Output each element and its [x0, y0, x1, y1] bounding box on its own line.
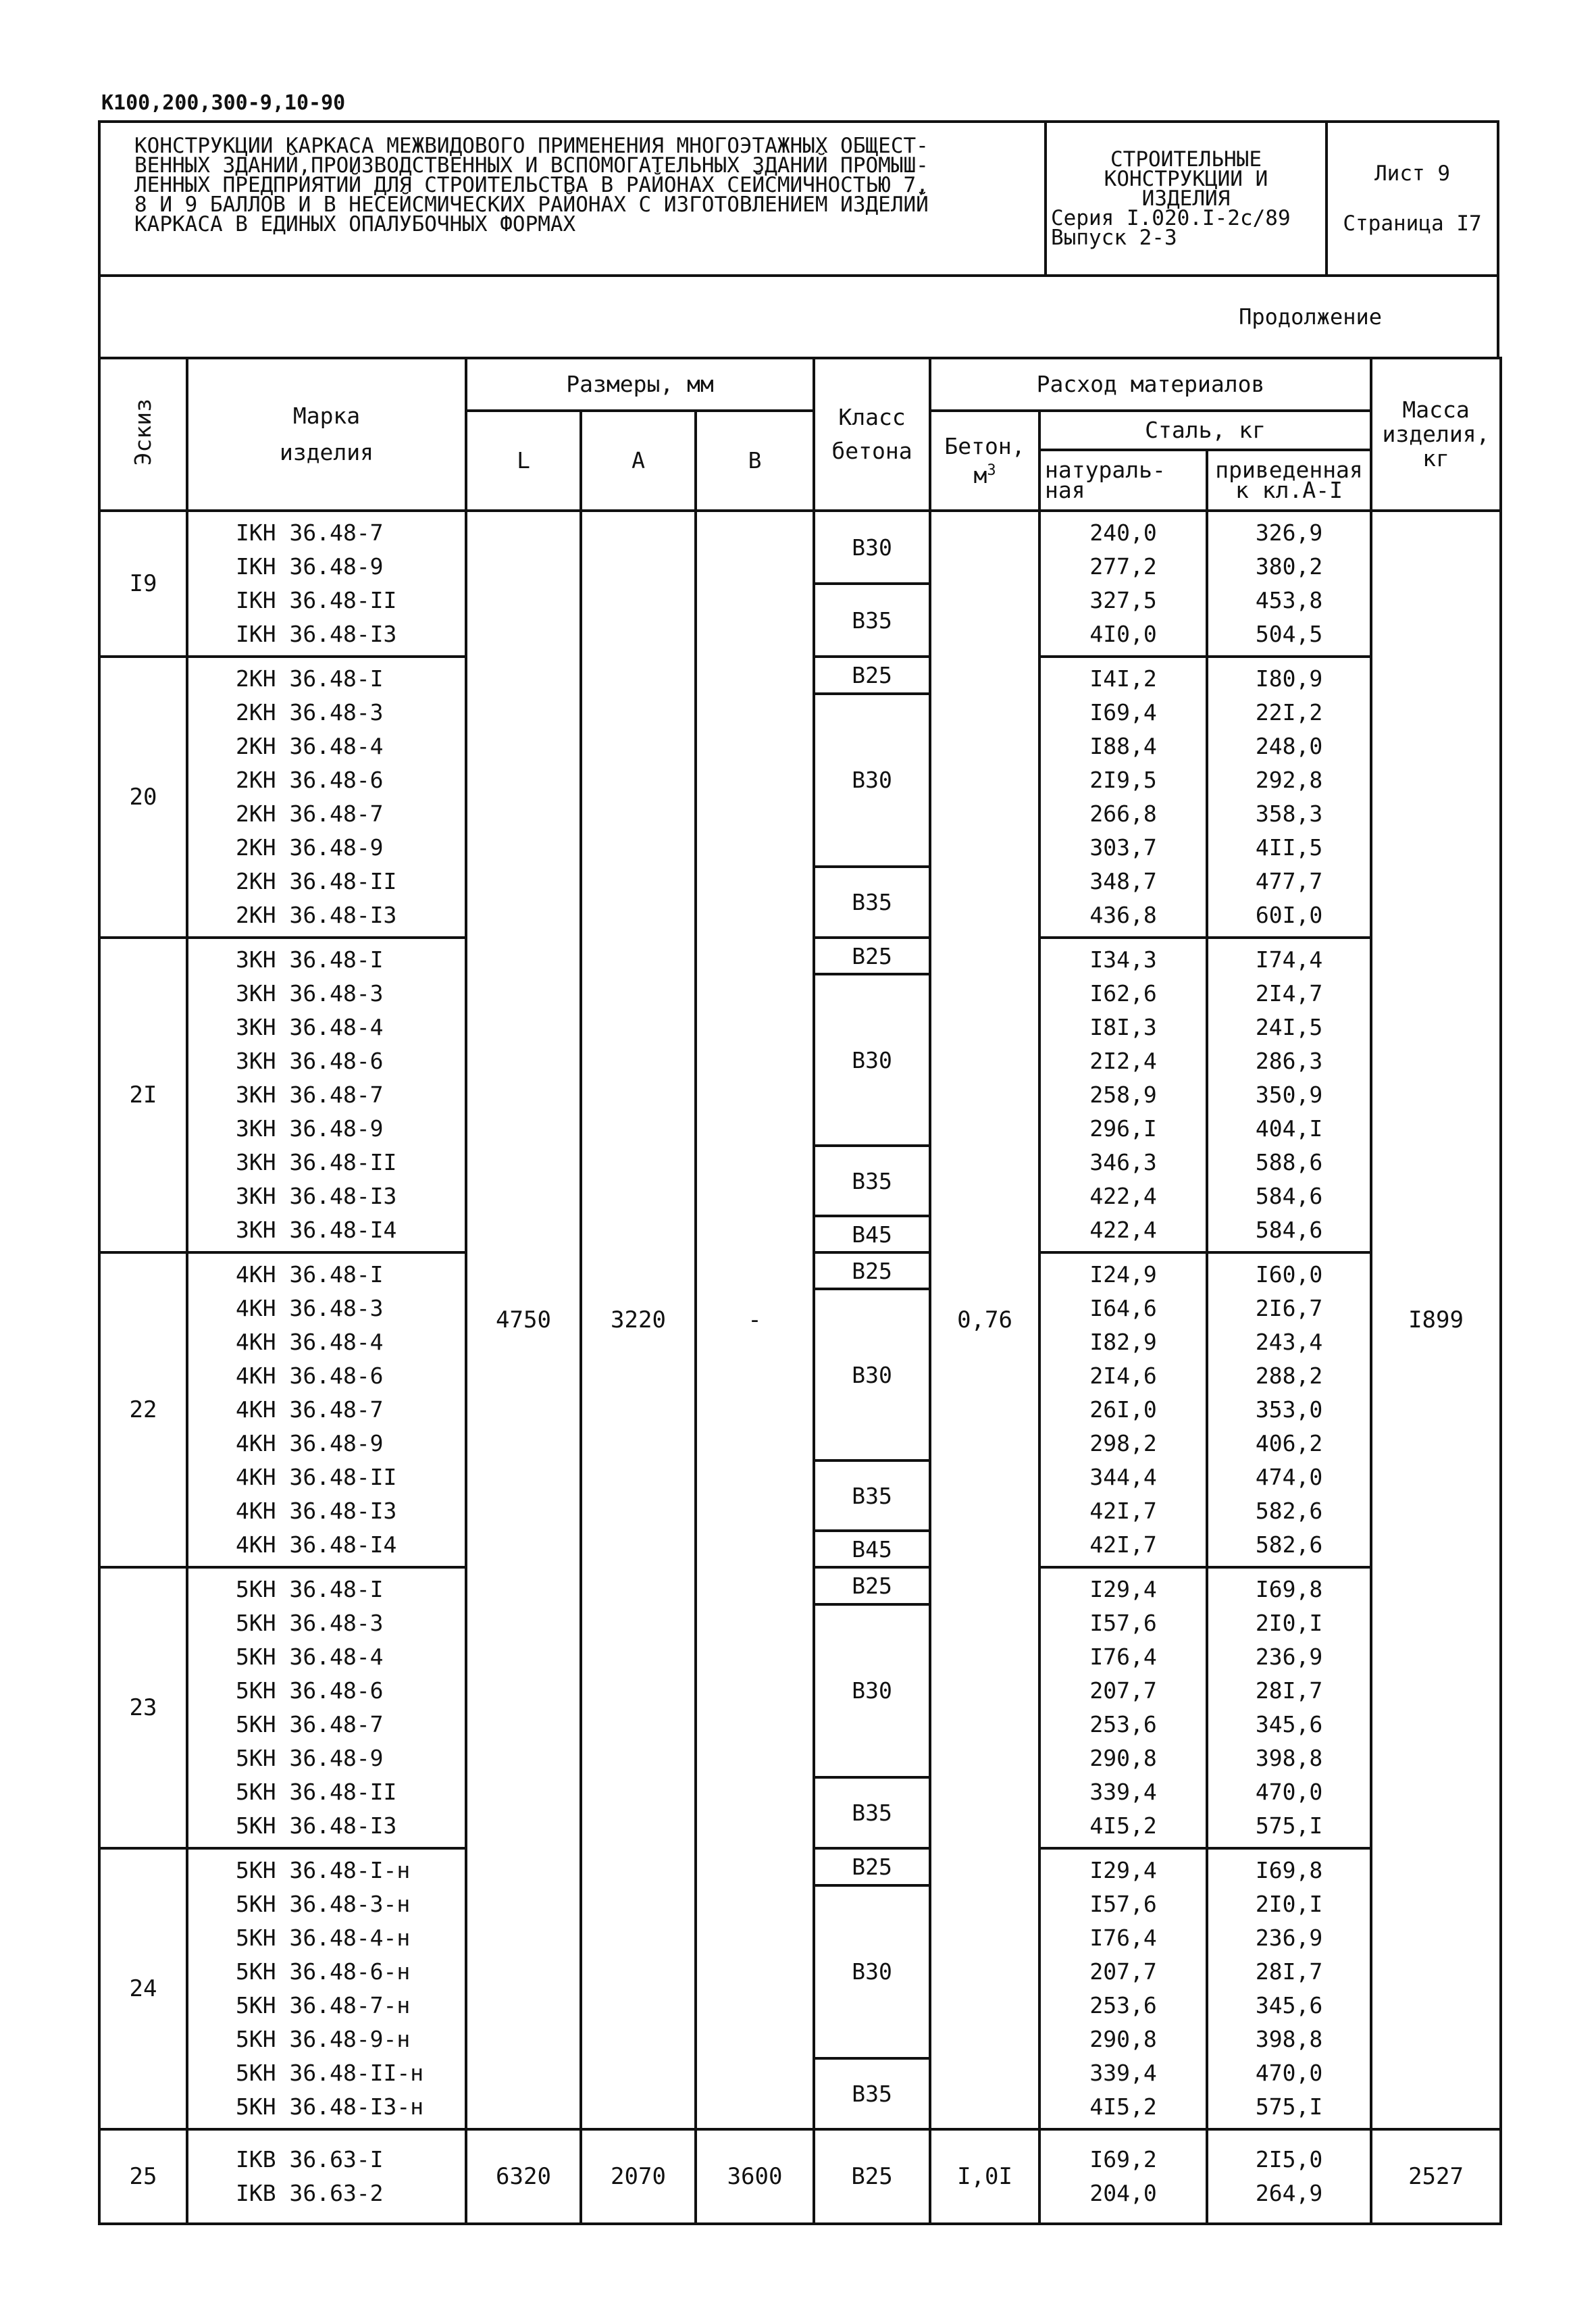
continuation-row: [98, 277, 1499, 357]
steel-natural: [1039, 1252, 1207, 1567]
steel-natural-value: 266,8: [1089, 800, 1157, 827]
col-dims: Размеры, мм: [466, 358, 814, 411]
steel-reduced: [1207, 1567, 1371, 1848]
steel-reduced-value: 248,0: [1255, 733, 1323, 759]
product-mark-value: IКН 36.48-II: [236, 587, 397, 613]
sketch-number: 22: [99, 1252, 187, 1567]
product-mark-value: 3КН 36.48-3: [236, 980, 384, 1007]
product-mark-value: 5КН 36.48-7-н: [236, 1992, 411, 2018]
class-value: В30: [815, 1887, 929, 2060]
steel-reduced-value: I69,8: [1255, 1576, 1323, 1602]
steel-reduced: [1207, 1252, 1371, 1567]
steel-natural-value: I64,6: [1089, 1295, 1157, 1321]
steel-reduced-value: 474,0: [1255, 1464, 1323, 1490]
col-concrete: Бетон, $м^3$: [930, 411, 1039, 511]
concrete-class: [814, 1567, 930, 1848]
steel-natural-value: 327,5: [1089, 587, 1157, 613]
steel-reduced-value: 470,0: [1255, 1779, 1323, 1805]
product-mark-value: IКВ 36.63-I: [236, 2146, 384, 2172]
class-value: В35: [815, 1462, 929, 1532]
steel-reduced-value: 406,2: [1255, 1430, 1323, 1456]
steel-reduced-value: 353,0: [1255, 1396, 1323, 1423]
dim-L: 4750: [466, 511, 581, 2129]
steel-reduced-value: 345,6: [1255, 1992, 1323, 2018]
steel-reduced-value: 584,6: [1255, 1217, 1323, 1243]
steel-natural-value: 207,7: [1089, 1677, 1157, 1704]
product-mass: I899: [1371, 511, 1501, 2129]
col-materials: Расход материалов: [930, 358, 1371, 411]
steel-reduced-value: 575,I: [1255, 2093, 1323, 2120]
steel-reduced-value: 398,8: [1255, 2026, 1323, 2052]
steel-natural-value: 253,6: [1089, 1711, 1157, 1737]
sketch-number: 23: [99, 1567, 187, 1848]
steel-natural-value: 2I9,5: [1089, 767, 1157, 793]
class-value: В30: [815, 512, 929, 585]
series-code: Серия I.020.I-2с/89: [1051, 205, 1291, 230]
product-mark-value: 5КН 36.48-II: [236, 1779, 397, 1805]
steel-natural-value: 348,7: [1089, 868, 1157, 894]
steel-reduced-value: 236,9: [1255, 1925, 1323, 1951]
steel-natural-value: 4I5,2: [1089, 1812, 1157, 1839]
steel-reduced-value: 24I,5: [1255, 1014, 1323, 1040]
steel-natural-value: 4I5,2: [1089, 2093, 1157, 2120]
steel-reduced-value: 575,I: [1255, 1812, 1323, 1839]
steel-natural: [1039, 938, 1207, 1252]
steel-reduced-value: 350,9: [1255, 1082, 1323, 1108]
col-natural: натураль- ная: [1039, 450, 1207, 511]
class-value: В25: [815, 1254, 929, 1290]
steel-natural-value: 26I,0: [1089, 1396, 1157, 1423]
dim-A: 3220: [581, 511, 696, 2129]
steel-reduced-value: 2I6,7: [1255, 1295, 1323, 1321]
steel-natural-value: 42I,7: [1089, 1498, 1157, 1524]
product-mark-value: 5КН 36.48-7: [236, 1711, 384, 1737]
steel-natural-value: 346,3: [1089, 1149, 1157, 1175]
product-mark-value: 3КН 36.48-7: [236, 1082, 384, 1108]
concrete-volume: 0,76: [930, 511, 1039, 2129]
steel-reduced-value: I60,0: [1255, 1261, 1323, 1288]
steel-natural-value: 2I4,6: [1089, 1363, 1157, 1389]
class-value: В30: [815, 975, 929, 1147]
col-class: Класс бетона: [814, 358, 930, 511]
steel-natural-value: 2I2,4: [1089, 1048, 1157, 1074]
series-block: [1046, 122, 1327, 276]
steel-reduced-value: 243,4: [1255, 1329, 1323, 1355]
steel-reduced-value: 504,5: [1255, 621, 1323, 647]
series-line: КОНСТРУКЦИИ И: [1104, 166, 1268, 191]
product-mark-value: IКН 36.48-9: [236, 553, 384, 580]
steel-reduced-value: 584,6: [1255, 1183, 1323, 1209]
steel-reduced-value: 345,6: [1255, 1711, 1323, 1737]
product-mark-value: 5КН 36.48-9: [236, 1745, 384, 1771]
steel-reduced-value: 477,7: [1255, 868, 1323, 894]
product-mark-value: 5КН 36.48-9-н: [236, 2026, 411, 2052]
steel-natural-value: I24,9: [1089, 1261, 1157, 1288]
product-mark-value: 4КН 36.48-4: [236, 1329, 384, 1355]
product-mark-value: 2КН 36.48-I: [236, 665, 384, 692]
col-B: B: [696, 411, 814, 511]
product-mark: [187, 511, 466, 657]
steel-natural: [1039, 2129, 1207, 2224]
steel-reduced-value: 380,2: [1255, 553, 1323, 580]
product-mark-value: 2КН 36.48-I3: [236, 902, 397, 928]
steel-reduced-value: 2I4,7: [1255, 980, 1323, 1007]
product-mark-value: 3КН 36.48-4: [236, 1014, 384, 1040]
sketch-number: 20: [99, 657, 187, 938]
class-value: В35: [852, 2081, 892, 2107]
title-line: ВЕННЫХ ЗДАНИЙ,ПРОИЗВОДСТВЕННЫХ И ВСПОМОГАТЕЛЬНЫХ ЗДАНИЙ ПРОМЫШ-: [134, 153, 929, 178]
product-mark-value: 2КН 36.48-II: [236, 868, 397, 894]
steel-natural-value: I82,9: [1089, 1329, 1157, 1355]
steel-reduced-value: 22I,2: [1255, 699, 1323, 726]
steel-natural-value: 290,8: [1089, 2026, 1157, 2052]
sketch-number: 24: [99, 1848, 187, 2129]
products-table: [98, 357, 1502, 2225]
product-mark: [187, 1252, 466, 1567]
steel-natural-value: 344,4: [1089, 1464, 1157, 1490]
product-mark-value: 5КН 36.48-3-н: [236, 1891, 411, 1917]
col-reduced: приведенная к кл.А-I: [1207, 450, 1371, 511]
product-mark-value: 5КН 36.48-I-н: [236, 1857, 411, 1883]
product-mark-value: 3КН 36.48-6: [236, 1048, 384, 1074]
product-mark: [187, 938, 466, 1252]
steel-natural-value: 422,4: [1089, 1217, 1157, 1243]
col-mark: Марка изделия: [187, 358, 466, 511]
steel-natural-value: I62,6: [1089, 980, 1157, 1007]
steel-natural-value: I76,4: [1089, 1925, 1157, 1951]
steel-natural-value: 296,I: [1089, 1115, 1157, 1142]
steel-natural-value: 422,4: [1089, 1183, 1157, 1209]
table-row: [99, 2129, 1501, 2224]
steel-reduced-value: 453,8: [1255, 587, 1323, 613]
dim-B: 3600: [696, 2129, 814, 2224]
product-mark-value: IКВ 36.63-2: [236, 2180, 384, 2206]
product-mark: [187, 657, 466, 938]
steel-reduced-value: I69,8: [1255, 1857, 1323, 1883]
steel-natural-value: 258,9: [1089, 1082, 1157, 1108]
product-mark-value: IКН 36.48-I3: [236, 621, 397, 647]
steel-reduced-value: 264,9: [1255, 2180, 1323, 2206]
product-mass: 2527: [1371, 2129, 1501, 2224]
product-mark-value: 4КН 36.48-7: [236, 1396, 384, 1423]
steel-natural-value: I69,4: [1089, 699, 1157, 726]
steel-natural-value: 240,0: [1089, 519, 1157, 546]
class-value: В30: [815, 695, 929, 869]
steel-reduced-value: 2I0,I: [1255, 1610, 1323, 1636]
steel-reduced-value: 286,3: [1255, 1048, 1323, 1074]
product-mark: [187, 1567, 466, 1848]
steel-natural-value: 207,7: [1089, 1958, 1157, 1985]
steel-natural-value: 42I,7: [1089, 1531, 1157, 1558]
steel-natural-value: 204,0: [1089, 2180, 1157, 2206]
steel-natural-value: 298,2: [1089, 1430, 1157, 1456]
document-code: К100,200,300-9,10-90: [101, 91, 346, 115]
steel-reduced-value: 582,6: [1255, 1498, 1323, 1524]
product-mark-value: 3КН 36.48-9: [236, 1115, 384, 1142]
product-mark-value: 3КН 36.48-I4: [236, 1217, 397, 1243]
class-value: В45: [852, 1221, 892, 1248]
dim-B: -: [696, 511, 814, 2129]
steel-reduced-value: 582,6: [1255, 1531, 1323, 1558]
steel-reduced: [1207, 511, 1371, 657]
col-A: A: [581, 411, 696, 511]
product-mark-value: 2КН 36.48-4: [236, 733, 384, 759]
steel-natural-value: 436,8: [1089, 902, 1157, 928]
steel-reduced-value: 4II,5: [1255, 834, 1323, 861]
table-row: [99, 511, 1501, 657]
col-sketch: Эскиз: [99, 358, 187, 511]
steel-natural-value: 253,6: [1089, 1992, 1157, 2018]
concrete-class: [814, 511, 930, 657]
product-mark-value: 5КН 36.48-3: [236, 1610, 384, 1636]
sketch-number: I9: [99, 511, 187, 657]
class-value: В30: [815, 1606, 929, 1779]
sketch-number: 25: [99, 2129, 187, 2224]
product-mark-value: 5КН 36.48-I: [236, 1576, 384, 1602]
product-mark-value: 4КН 36.48-II: [236, 1464, 397, 1490]
class-value: В25: [815, 658, 929, 695]
steel-natural-value: 303,7: [1089, 834, 1157, 861]
steel-reduced-value: 588,6: [1255, 1149, 1323, 1175]
steel-reduced-value: 2I0,I: [1255, 1891, 1323, 1917]
title-line: КАРКАСА В ЕДИНЫХ ОПАЛУБОЧНЫХ ФОРМАХ: [134, 212, 576, 236]
dim-A: 2070: [581, 2129, 696, 2224]
steel-reduced-value: 60I,0: [1255, 902, 1323, 928]
class-value: В45: [852, 1535, 892, 1562]
col-mass: Масса изделия, кг: [1371, 358, 1501, 511]
document-title: [99, 122, 1046, 276]
title-line: ЛЕННЫХ ПРЕДПРИЯТИЙ ДЛЯ СТРОИТЕЛЬСТВА В РАЙОНАХ СЕЙСМИЧНОСТЬЮ 7,: [134, 173, 929, 197]
steel-reduced-value: 398,8: [1255, 1745, 1323, 1771]
steel-reduced: [1207, 657, 1371, 938]
series-line: ИЗДЕЛИЯ: [1141, 186, 1231, 211]
steel-natural-value: I29,4: [1089, 1576, 1157, 1602]
dim-L: 6320: [466, 2129, 581, 2224]
product-mark-value: 4КН 36.48-3: [236, 1295, 384, 1321]
steel-reduced-value: 28I,7: [1255, 1677, 1323, 1704]
steel-natural-value: I4I,2: [1089, 665, 1157, 692]
steel-natural-value: I34,3: [1089, 946, 1157, 973]
steel-natural-value: I57,6: [1089, 1610, 1157, 1636]
product-mark-value: 2КН 36.48-3: [236, 699, 384, 726]
col-steel: Сталь, кг: [1039, 411, 1371, 450]
concrete-class: [814, 657, 930, 938]
product-mark-value: 5КН 36.48-II-н: [236, 2060, 424, 2086]
steel-natural-value: I8I,3: [1089, 1014, 1157, 1040]
product-mark-value: 4КН 36.48-I3: [236, 1498, 397, 1524]
product-mark-value: 3КН 36.48-I3: [236, 1183, 397, 1209]
steel-reduced-value: 358,3: [1255, 800, 1323, 827]
class-value: В25: [815, 939, 929, 975]
product-mark-value: 5КН 36.48-6-н: [236, 1958, 411, 1985]
sheet-number: Лист 9: [1374, 161, 1450, 186]
steel-natural: [1039, 1848, 1207, 2129]
sheet-block: [1327, 122, 1498, 276]
steel-natural-value: I69,2: [1089, 2146, 1157, 2172]
steel-reduced: [1207, 2129, 1371, 2224]
steel-reduced-value: 236,9: [1255, 1644, 1323, 1670]
class-value: В25: [815, 1569, 929, 1606]
product-mark-value: 3КН 36.48-II: [236, 1149, 397, 1175]
product-mark-value: 5КН 36.48-4-н: [236, 1925, 411, 1951]
class-value: В35: [852, 1800, 892, 1826]
steel-reduced-value: 470,0: [1255, 2060, 1323, 2086]
steel-reduced-value: 326,9: [1255, 519, 1323, 546]
product-mark-value: 2КН 36.48-7: [236, 800, 384, 827]
product-mark-value: 4КН 36.48-I: [236, 1261, 384, 1288]
steel-natural-value: I88,4: [1089, 733, 1157, 759]
page-number: Страница I7: [1343, 211, 1482, 236]
steel-natural-value: 339,4: [1089, 1779, 1157, 1805]
steel-reduced-value: 28I,7: [1255, 1958, 1323, 1985]
steel-natural-value: 290,8: [1089, 1745, 1157, 1771]
steel-natural-value: I29,4: [1089, 1857, 1157, 1883]
steel-natural-value: I76,4: [1089, 1644, 1157, 1670]
concrete-class: [814, 938, 930, 1252]
product-mark: [187, 2129, 466, 2224]
class-value: В35: [852, 607, 892, 634]
class-value: В35: [852, 889, 892, 915]
steel-reduced-value: I80,9: [1255, 665, 1323, 692]
steel-reduced: [1207, 938, 1371, 1252]
product-mark-value: 4КН 36.48-6: [236, 1363, 384, 1389]
product-mark-value: IКН 36.48-7: [236, 519, 384, 546]
steel-natural-value: 339,4: [1089, 2060, 1157, 2086]
steel-reduced-value: 288,2: [1255, 1363, 1323, 1389]
steel-natural: [1039, 1567, 1207, 1848]
col-L: L: [466, 411, 581, 511]
concrete-class: [814, 1848, 930, 2129]
product-mark-value: 5КН 36.48-6: [236, 1677, 384, 1704]
product-mark: [187, 1848, 466, 2129]
product-mark-value: 5КН 36.48-I3: [236, 1812, 397, 1839]
class-value: В35: [815, 1147, 929, 1217]
product-mark-value: 2КН 36.48-6: [236, 767, 384, 793]
product-mark-value: 3КН 36.48-I: [236, 946, 384, 973]
title-block: [98, 120, 1499, 277]
concrete-class: [814, 1252, 930, 1567]
steel-natural-value: I57,6: [1089, 1891, 1157, 1917]
class-value: В30: [815, 1290, 929, 1462]
steel-natural-value: 277,2: [1089, 553, 1157, 580]
steel-reduced-value: 404,I: [1255, 1115, 1323, 1142]
concrete-class: В25: [814, 2129, 930, 2224]
steel-reduced-value: I74,4: [1255, 946, 1323, 973]
steel-reduced: [1207, 1848, 1371, 2129]
steel-natural: [1039, 657, 1207, 938]
title-line: КОНСТРУКЦИИ КАРКАСА МЕЖВИДОВОГО ПРИМЕНЕНИЯ МНОГОЭТАЖНЫХ ОБЩЕСТ-: [134, 134, 929, 158]
concrete-volume: I,0I: [930, 2129, 1039, 2224]
steel-natural-value: 4I0,0: [1089, 621, 1157, 647]
steel-reduced-value: 2I5,0: [1255, 2146, 1323, 2172]
product-mark-value: 5КН 36.48-4: [236, 1644, 384, 1670]
product-mark-value: 2КН 36.48-9: [236, 834, 384, 861]
product-mark-value: 4КН 36.48-I4: [236, 1531, 397, 1558]
continuation-label: Продолжение: [1239, 304, 1382, 330]
issue-number: Выпуск 2-3: [1051, 225, 1177, 250]
class-value: В25: [815, 1850, 929, 1887]
product-mark-value: 5КН 36.48-I3-н: [236, 2093, 424, 2120]
sketch-number: 2I: [99, 938, 187, 1252]
product-mark-value: 4КН 36.48-9: [236, 1430, 384, 1456]
steel-natural: [1039, 511, 1207, 657]
series-line: СТРОИТЕЛЬНЫЕ: [1110, 147, 1262, 172]
steel-reduced-value: 292,8: [1255, 767, 1323, 793]
title-line: 8 И 9 БАЛЛОВ И В НЕСЕЙСМИЧЕСКИХ РАЙОНАХ С ИЗГОТОВЛЕНИЕМ ИЗДЕЛИЙ: [134, 193, 929, 217]
